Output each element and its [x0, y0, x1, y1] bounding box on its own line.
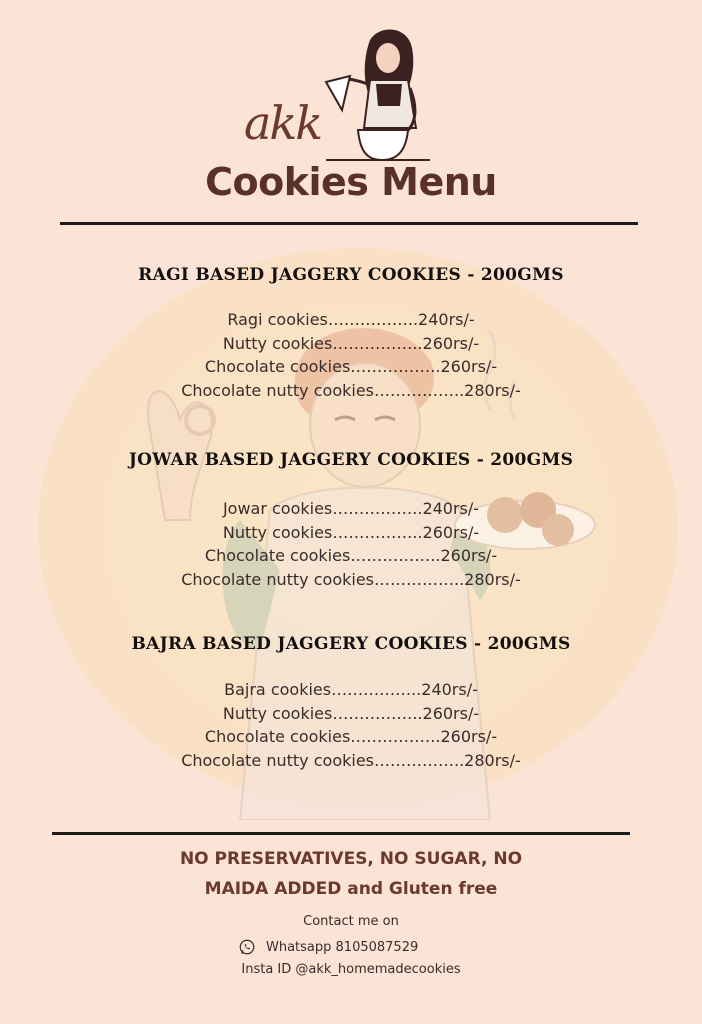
item-list-ragi [0, 308, 702, 402]
section-title-jowar: JOWAR BASED JAGGERY COOKIES - 200GMS [128, 450, 574, 470]
list-item: Ragi cookies……………..240rs/- [227, 310, 475, 329]
list-item: Nutty cookies……………..260rs/- [222, 522, 480, 542]
contact-label: Contact me on [303, 914, 399, 929]
list-item: Chocolate cookies……………..260rs/- [204, 727, 498, 746]
section-title-bajra: BAJRA BASED JAGGERY COOKIES - 200GMS [131, 634, 571, 654]
section-title-ragi: RAGI BASED JAGGERY COOKIES - 200GMS [138, 265, 564, 285]
whatsapp-icon [238, 938, 256, 956]
item-list-jowar [0, 497, 702, 591]
list-item: Jowar cookies……………..240rs/- [222, 499, 480, 518]
list-item: Bajra cookies……………..240rs/- [224, 680, 478, 699]
list-item: Chocolate cookies……………..260rs/- [204, 357, 498, 376]
list-item: Nutty cookies……………..260rs/- [222, 333, 480, 353]
list-item: Chocolate nutty cookies……………..280rs/- [181, 569, 521, 589]
brand-logo-text: akk [244, 96, 322, 150]
page-title: Cookies Menu [205, 160, 497, 204]
list-item: Chocolate nutty cookies……………..280rs/- [181, 380, 521, 400]
list-item: Chocolate cookies……………..260rs/- [204, 546, 498, 565]
whatsapp-contact [238, 936, 418, 958]
footer-claim-line-1: NO PRESERVATIVES, NO SUGAR, NO [179, 849, 523, 869]
list-item: Nutty cookies……………..260rs/- [222, 703, 480, 723]
bottom-divider [52, 832, 630, 835]
list-item: Chocolate nutty cookies……………..280rs/- [181, 750, 521, 770]
instagram-handle: Insta ID @akk_homemadecookies [241, 962, 461, 977]
item-list-bajra [0, 678, 702, 772]
top-divider [60, 222, 638, 225]
whatsapp-number: Whatsapp 8105087529 [266, 939, 419, 955]
footer-claim-line-2: MAIDA ADDED and Gluten free [204, 879, 498, 899]
